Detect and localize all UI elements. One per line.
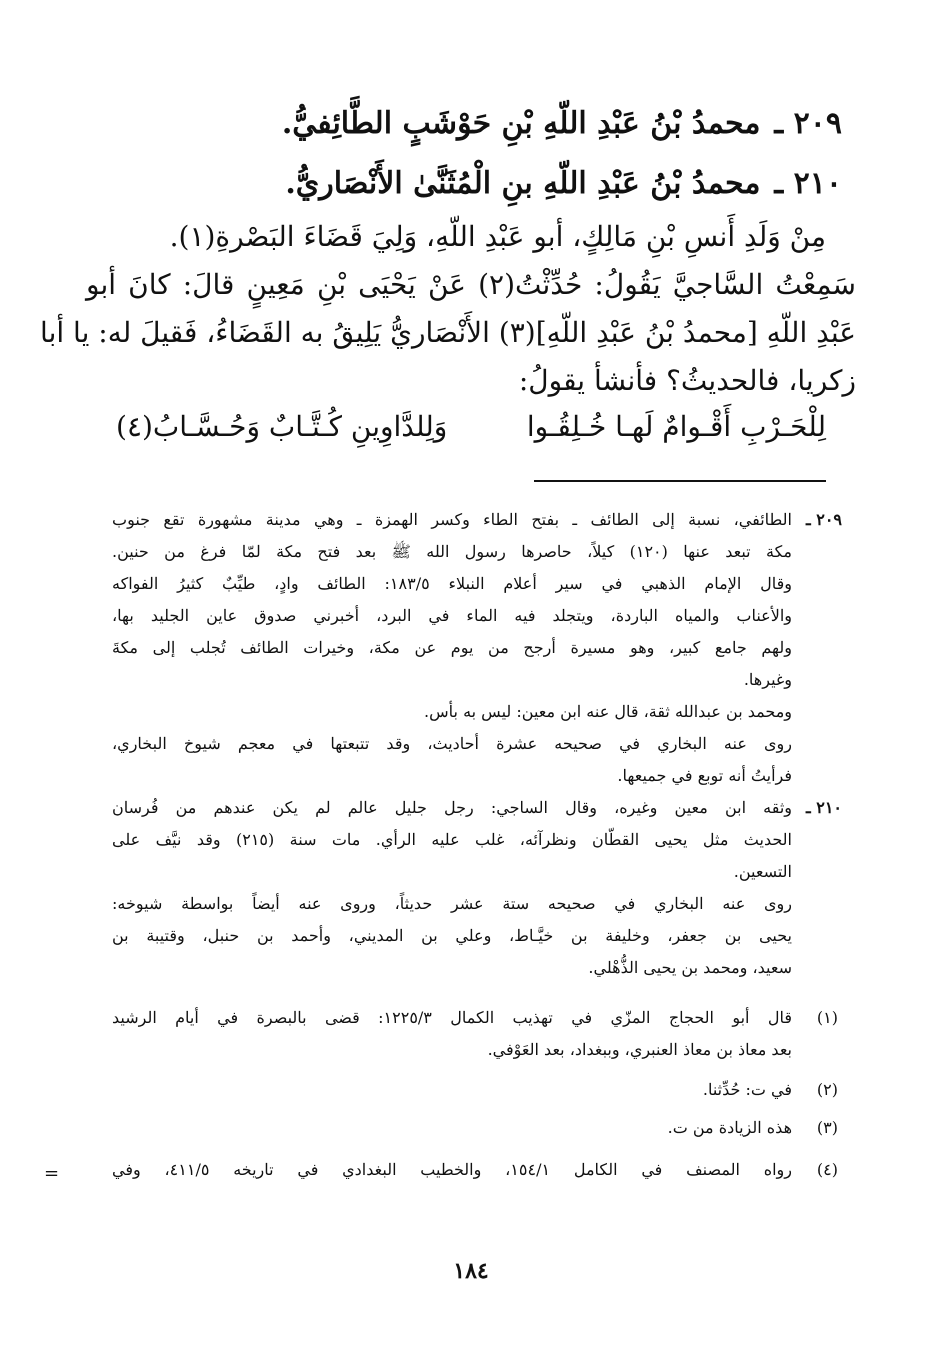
continuation-mark: =	[44, 1163, 60, 1184]
main-text-line: عَبْدِ اللّهِ [محمدُ بْنُ عَبْدِ اللّهِ](٣) الأَنْصَاريُّ يَلِيقُ به القَضَاءُ، فَقيلَ له: يا أبا	[40, 316, 856, 349]
footnote-line: سعيد، ومحمد بن يحيى الذُّهْلي.	[588, 958, 792, 977]
poem-verse	[116, 404, 826, 450]
note-mark-1: (١)	[816, 1008, 838, 1027]
footnote-line: هذه الزيادة من ت.	[667, 1118, 792, 1137]
footnote-line: ولهم جامع كبير، وهو مسيرة أرجح من يوم عن مكة، وخيرات الطائف تُجلب إلى مكةَ	[112, 638, 792, 657]
footnote-number: ٢٠٩ ـ	[805, 510, 842, 529]
entry-number: ٢٠٩ ـ	[774, 106, 842, 141]
footnote-line: في ت: حُدِّثنا.	[702, 1080, 792, 1099]
entry-209-heading	[282, 102, 842, 146]
footnote-line: الحديث مثل يحيى القطّان ونظرآئه، غلب عليه الرأي. مات سنة (٢١٥) وقد نيَّف على	[112, 830, 792, 849]
poem-hemistich-second: وَلِلدَّاوِينِ كُـتَّـابٌ وَحُـسَّـابُ(٤)	[116, 410, 448, 443]
footnote-line: والأعناب والمياه الباردة، ويتجلد فيه الماء في البرد، أخبرني صدوق عاين الجليد بها،	[112, 606, 792, 625]
entry-name: محمدُ بْنُ عَبْدِ اللّهِ بنِ الْمُثَنَّىٰ الأَنْصَاريُّ.	[285, 166, 761, 201]
entry-210-heading	[285, 162, 842, 206]
note-mark-2: (٢)	[816, 1080, 838, 1099]
poem-hemistich-first: لِلْحَـرْبِ أَقْـوامٌ لَهـا خُـلِقُـوا	[526, 410, 826, 443]
footnote-line: وغيرها.	[743, 670, 792, 689]
note-mark-3: (٣)	[816, 1118, 838, 1137]
main-text-line: زكريا، فالحديثُ؟ فأنشأ يقولُ:	[518, 364, 856, 397]
footnote-line: الطائفي، نسبة إلى الطائف ـ بفتح الطاء وكسر الهمزة ـ وهي مدينة مشهورة تقع جنوب	[112, 510, 792, 529]
entry-name: محمدُ بْنُ عَبْدِ اللّهِ بْنِ حَوْشَبٍ الطَّائِفيُّ.	[281, 106, 761, 141]
entry-number: ٢١٠ ـ	[774, 166, 842, 201]
footnote-line: التسعين.	[733, 862, 792, 881]
footnote-line: قال أبو الحجاج المزّي في تهذيب الكمال ١٢٢٥/٣: قضى بالبصرة في أيام الرشيد	[112, 1008, 792, 1027]
footnote-line: بعد معاذ بن معاذ العنبري، وببغداد، بعد العَوْفي.	[487, 1040, 792, 1059]
footnote-number: ٢١٠ ـ	[805, 798, 842, 817]
main-text-line: مِنْ وَلَدِ أَنسِ بْنِ مَالِكٍ، أبو عَبْدِ اللّهِ، وَلِيَ قَضَاءَ البَصْرةِ(١).	[169, 220, 826, 253]
footnote-line: وثقه ابن معين وغيره، وقال الساجي: رجل جليل عالم لم يكن عندهم من فُرسان	[112, 798, 792, 817]
footnote-line: رواه المصنف في الكامل ١٥٤/١، والخطيب البغدادي في تاريخه ٤١١/٥، وفي	[112, 1160, 792, 1179]
footnote-line: ومحمد بن عبدالله ثقة، قال عنه ابن معين: ليس به بأس.	[424, 702, 792, 721]
footnote-line: مكة تبعد عنها (١٢٠) كيلاً، حاصرها رسول الله ﷺ بعد فتح مكة لمّا فرغ من حنين.	[112, 542, 792, 561]
page-number: ١٨٤	[453, 1258, 489, 1284]
footnote-line: يحيى بن جعفر، وخليفة بن خيَّـاط، وعلي بن المديني، وأحمد بن حنبل، وقتيبة بن	[112, 926, 792, 945]
footnote-separator	[534, 480, 826, 482]
footnote-line: روى عنه البخاري في صحيحه ستة عشر حديثاً، وروى عنه أيضاً بواسطة شيوخه:	[112, 894, 792, 913]
main-text-line: سَمِعْتُ السَّاجيَّ يَقُولُ: حُدِّثْتُ(٢) عَنْ يَحْيَى بْنِ مَعِينٍ قالَ: كانَ أبو	[86, 268, 856, 301]
footnote-line: فرأيتُ أنه توبع في جميعها.	[617, 766, 792, 785]
footnote-line: وقال الإمام الذهبي في سير أعلام النبلاء ١٨٣/٥: الطائف وادٍ، طيِّبٌ كثيرُ الفواكه	[112, 574, 792, 593]
note-mark-4: (٤)	[816, 1160, 838, 1179]
footnote-line: روى عنه البخاري في صحيحه عشرة أحاديث، وقد تتبعتها في معجم شيوخ البخاري،	[112, 734, 792, 753]
